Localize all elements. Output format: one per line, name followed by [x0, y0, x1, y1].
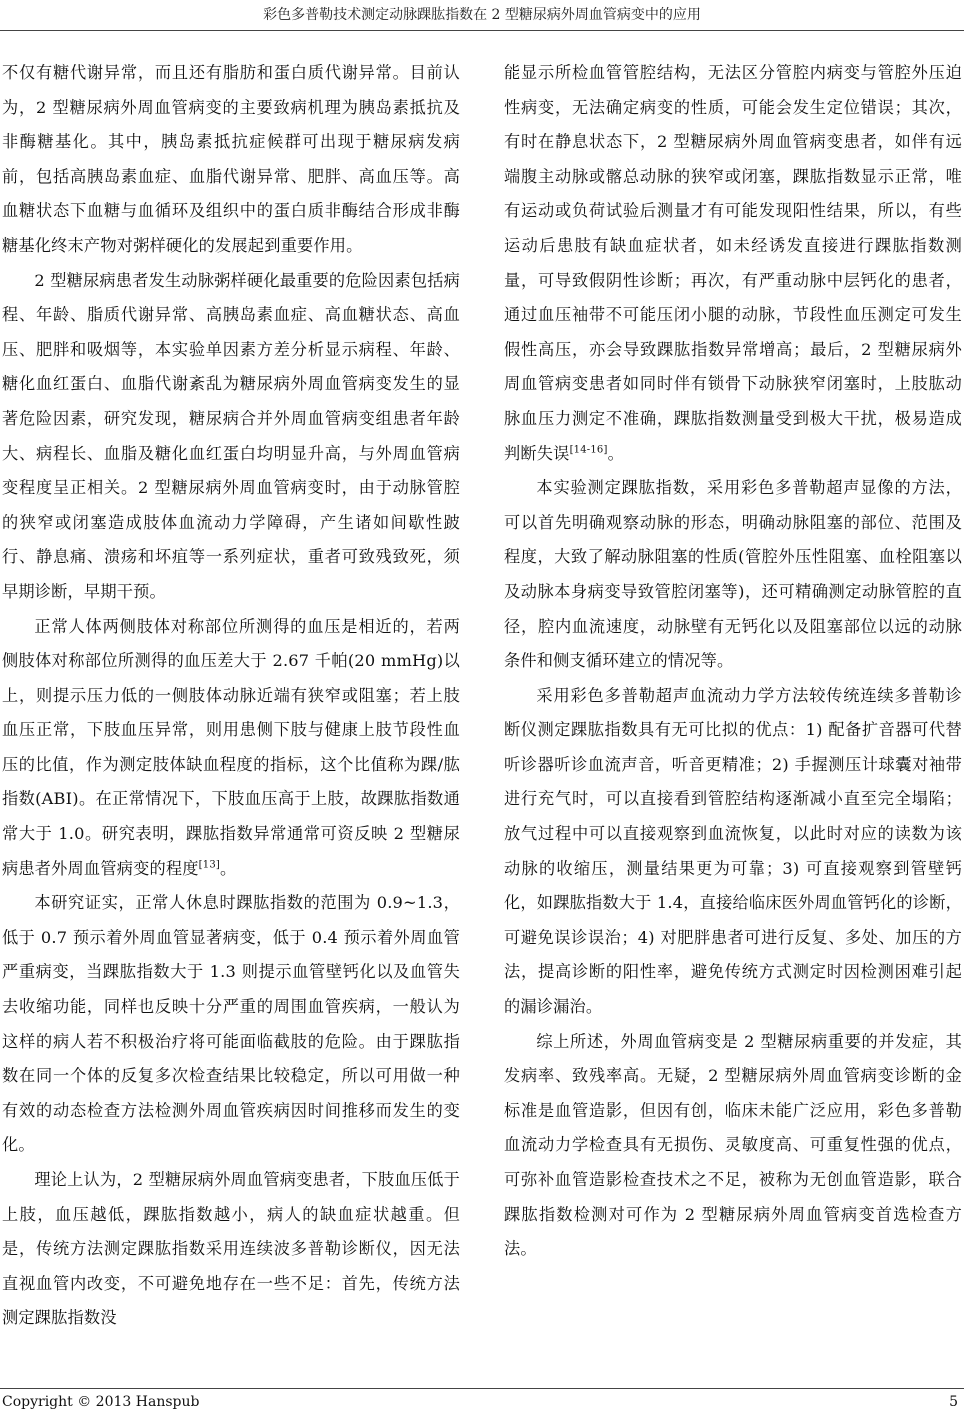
left-paragraph-5: 理论上认为，2 型糖尿病外周血管病变患者，下肢血压低于上肢，血压越低，踝肱指数越小，病人的缺血症状越重。但是，传统方法测定踝肱指数采用连续波多普勒诊断仪，因无法直视血管内改变，不可避免地存在一些不足：首先，传统方法测定踝肱指数没: [2, 1170, 460, 1328]
header-rule: [0, 30, 964, 31]
footer-rule: [0, 1388, 964, 1389]
right-column: [504, 56, 962, 1267]
right-paragraph-1-end: 。: [607, 443, 624, 463]
right-paragraph-1: [504, 56, 962, 471]
citation-13: [13]: [198, 859, 220, 871]
left-paragraph-3: [2, 610, 460, 887]
left-paragraph-3-end: 。: [219, 858, 237, 878]
right-paragraph-3: 采用彩色多普勒超声血流动力学方法较传统连续多普勒诊断仪测定踝肱指数具有无可比拟的优点：1) 配备扩音器可代替听诊器听诊血流声音，听音更精准；2) 手握测压计球囊对袖带进行充气时，可以直接看到管腔结构逐渐减小直至完全塌陷；放气过程中可以直接观察到血流恢复，以此时对应的读数为该动脉的收缩压，测量结果更为可靠；3) 可直接观察到管壁钙化，如踝肱指数大于 1.4，直接给临床医外周血管钙化的诊断，可避免误诊误治；4) 对肥胖患者可进行反复、多处、加压的方法，提高诊断的阳性率，避免传统方式测定时因检测困难引起的漏诊漏治。: [504, 685, 962, 1017]
running-title: 彩色多普勒技术测定动脉踝肱指数在 2 型糖尿病外周血管病变中的应用: [263, 7, 701, 23]
left-paragraph-1: 不仅有糖代谢异常，而且还有脂肪和蛋白质代谢异常。目前认为，2 型糖尿病外周血管病变的主要致病机理为胰岛素抵抗及非酶糖基化。其中，胰岛素抵抗症候群可出现于糖尿病发病前，包括高胰岛素血症、血脂代谢异常、肥胖、高血压等。高血糖状态下血糖与血循环及组织中的蛋白质非酶结合形成非酶糖基化终末产物对粥样硬化的发展起到重要作用。: [2, 63, 460, 255]
right-paragraph-2: 本实验测定踝肱指数，采用彩色多普勒超声显像的方法，可以首先明确观察动脉的形态，明确动脉阻塞的部位、范围及程度，大致了解动脉阻塞的性质(管腔外压性阻塞、血栓阻塞以及动脉本身病变导致管腔闭塞等)，还可精确测定动脉管腔的直径，腔内血流速度，动脉壁有无钙化以及阻塞部位以远的动脉条件和侧支循环建立的情况等。: [504, 478, 962, 671]
left-column: [2, 56, 460, 1336]
citation-14-16: [14-16]: [569, 444, 608, 456]
left-paragraph-3-text: 正常人体两侧肢体对称部位所测得的血压是相近的，若两侧肢体对称部位所测得的血压差大于 2.67 千帕(20 mmHg)以上，则提示压力低的一侧肢体动脉近端有狭窄或阻塞；若上肢血压正常，下肢血压异常，则用患侧下肢与健康上肢节段性血压的比值，作为测定肢体缺血程度的指标，这个比值称为踝/肱指数(ABI)。在正常情况下，下肢血压高于上肢，故踝肱指数通常大于 1.0。研究表明，踝肱指数异常通常可资反映 2 型糖尿病患者外周血管病变的程度: [2, 616, 460, 878]
page-number: 5: [949, 1394, 958, 1410]
right-paragraph-1-text: 能显示所检血管管腔结构，无法区分管腔内病变与管腔外压迫性病变，无法确定病变的性质，可能会发生定位错误；其次，有时在静息状态下，2 型糖尿病外周血管病变患者，如伴有远端腹主动脉或髂总动脉的狭窄或闭塞，踝肱指数显示正常，唯有运动或负荷试验后测量才有可能发现阳性结果，所以，有些运动后患肢有缺血症状者，如未经诱发直接进行踝肱指数测量，可导致假阴性诊断；再次，有严重动脉中层钙化的患者，通过血压袖带不可能压闭小腿的动脉，节段性血压测定可发生假性高压，亦会导致踝肱指数异常增高；最后，2 型糖尿病外周血管病变患者如同时伴有锁骨下动脉狭窄闭塞时，上肢肱动脉血压力测定不准确，踝肱指数测量受到极大干扰，极易造成判断失误: [504, 63, 962, 463]
left-paragraph-4: 本研究证实，正常人休息时踝肱指数的范围为 0.9~1.3，低于 0.7 预示着外周血管显著病变，低于 0.4 预示着外周血管严重病变，当踝肱指数大于 1.3 则提示血管壁钙化以及血管失去收缩功能，同样也反映十分严重的周围血管疾病，一般认为这样的病人若不积极治疗将可能面临截肢的危险。由于踝肱指数在同一个体的反复多次检查结果比较稳定，所以可用做一种有效的动态检查方法检测外周血管疾病因时间推移而发生的变化。: [2, 893, 460, 1155]
right-paragraph-4: 综上所述，外周血管病变是 2 型糖尿病重要的并发症，其发病率、致残率高。无疑，2 型糖尿病外周血管病变诊断的金标准是血管造影，但因有创，临床未能广泛应用，彩色多普勒血流动力学检查具有无损伤、灵敏度高、可重复性强的优点，可弥补血管造影检查技术之不足，被称为无创血管造影，联合踝肱指数检测对可作为 2 型糖尿病外周血管病变首选检查方法。: [504, 1031, 962, 1259]
left-paragraph-2: 2 型糖尿病患者发生动脉粥样硬化最重要的危险因素包括病程、年龄、脂质代谢异常、高胰岛素血症、高血糖状态、高血压、肥胖和吸烟等，本实验单因素方差分析显示病程、年龄、糖化血红蛋白、血脂代谢紊乱为糖尿病外周血管病变发生的显著危险因素，研究发现，糖尿病合并外周血管病变组患者年龄大、病程长、血脂及糖化血红蛋白均明显升高，与外周血管病变程度呈正相关。2 型糖尿病外周血管病变时，由于动脉管腔的狭窄或闭塞造成肢体血流动力学障碍，产生诸如间歇性跛行、静息痛、溃疡和坏疽等一系列症状，重者可致残致死，须早期诊断，早期干预。: [2, 270, 460, 601]
copyright-notice: Copyright © 2013 Hanspub: [2, 1394, 200, 1410]
